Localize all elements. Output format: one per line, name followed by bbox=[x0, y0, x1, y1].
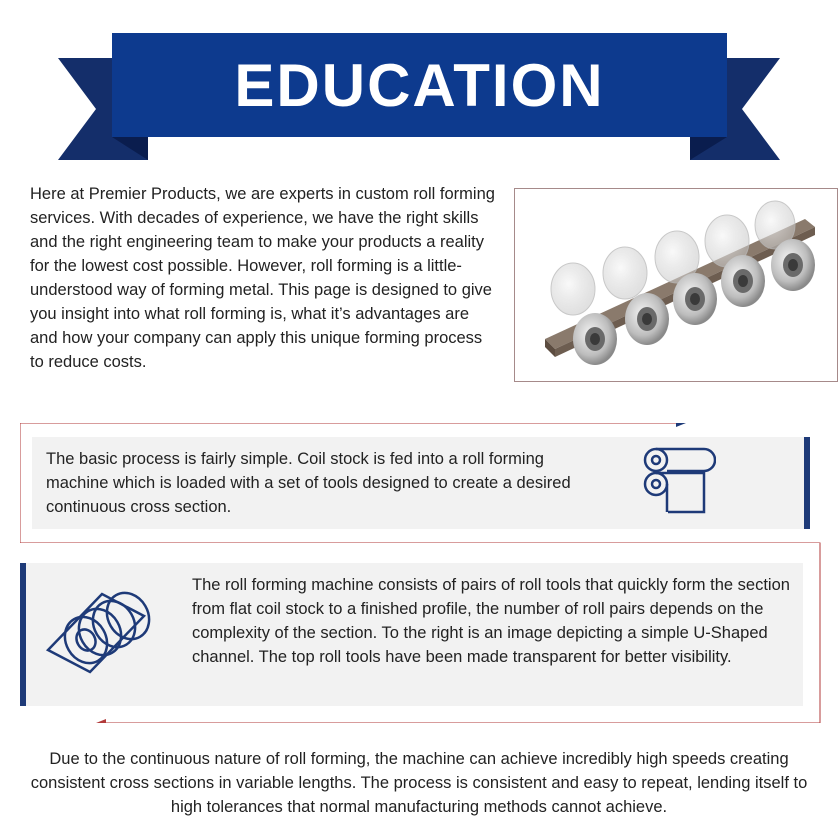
closing-paragraph: Due to the continuous nature of roll forming, the machine can achieve incredibly high speeds creating consistent cross sections in variable lengths. The process is consistent and easy to repeat, lending itself to high tolerances that normal manufacturing methods cannot achieve. bbox=[30, 750, 808, 816]
roll-forming-machine-image bbox=[514, 188, 838, 382]
arrow-left-icon bbox=[96, 719, 106, 723]
process-step-2-text: The roll forming machine consists of pairs of roll tools that quickly form the section from flat coil stock to a finished profile, the number of roll pairs depends on the complexity of the section. To the right is an image depicting a simple U-Shaped channel. The top roll tools have been made transparent for better visibility. bbox=[192, 576, 790, 666]
page-title: EDUCATION bbox=[234, 51, 605, 119]
process-step-1-text: The basic process is fairly simple. Coil stock is fed into a roll forming machine which is loaded with a set of tools designed to create a desired continuous cross section. bbox=[46, 450, 571, 516]
spiral-coil-icon bbox=[44, 588, 166, 674]
intro-paragraph: Here at Premier Products, we are experts in custom roll forming services. With decades of experience, we have the right skills and the right engineering team to make your products a reality for the lowest cost possible. However, roll forming is a little-understood way of forming metal. This page is designed to give you insight into what roll forming is, what it’s advantages are and how your company can apply this unique forming process to reduce costs. bbox=[30, 185, 495, 371]
arrow-right-icon bbox=[676, 423, 686, 427]
step-1-accent-bar bbox=[804, 437, 810, 529]
step-2-accent-bar bbox=[20, 563, 26, 706]
roll-forming-illustration bbox=[515, 189, 838, 382]
education-banner bbox=[0, 0, 838, 170]
coil-roll-icon bbox=[640, 444, 716, 516]
